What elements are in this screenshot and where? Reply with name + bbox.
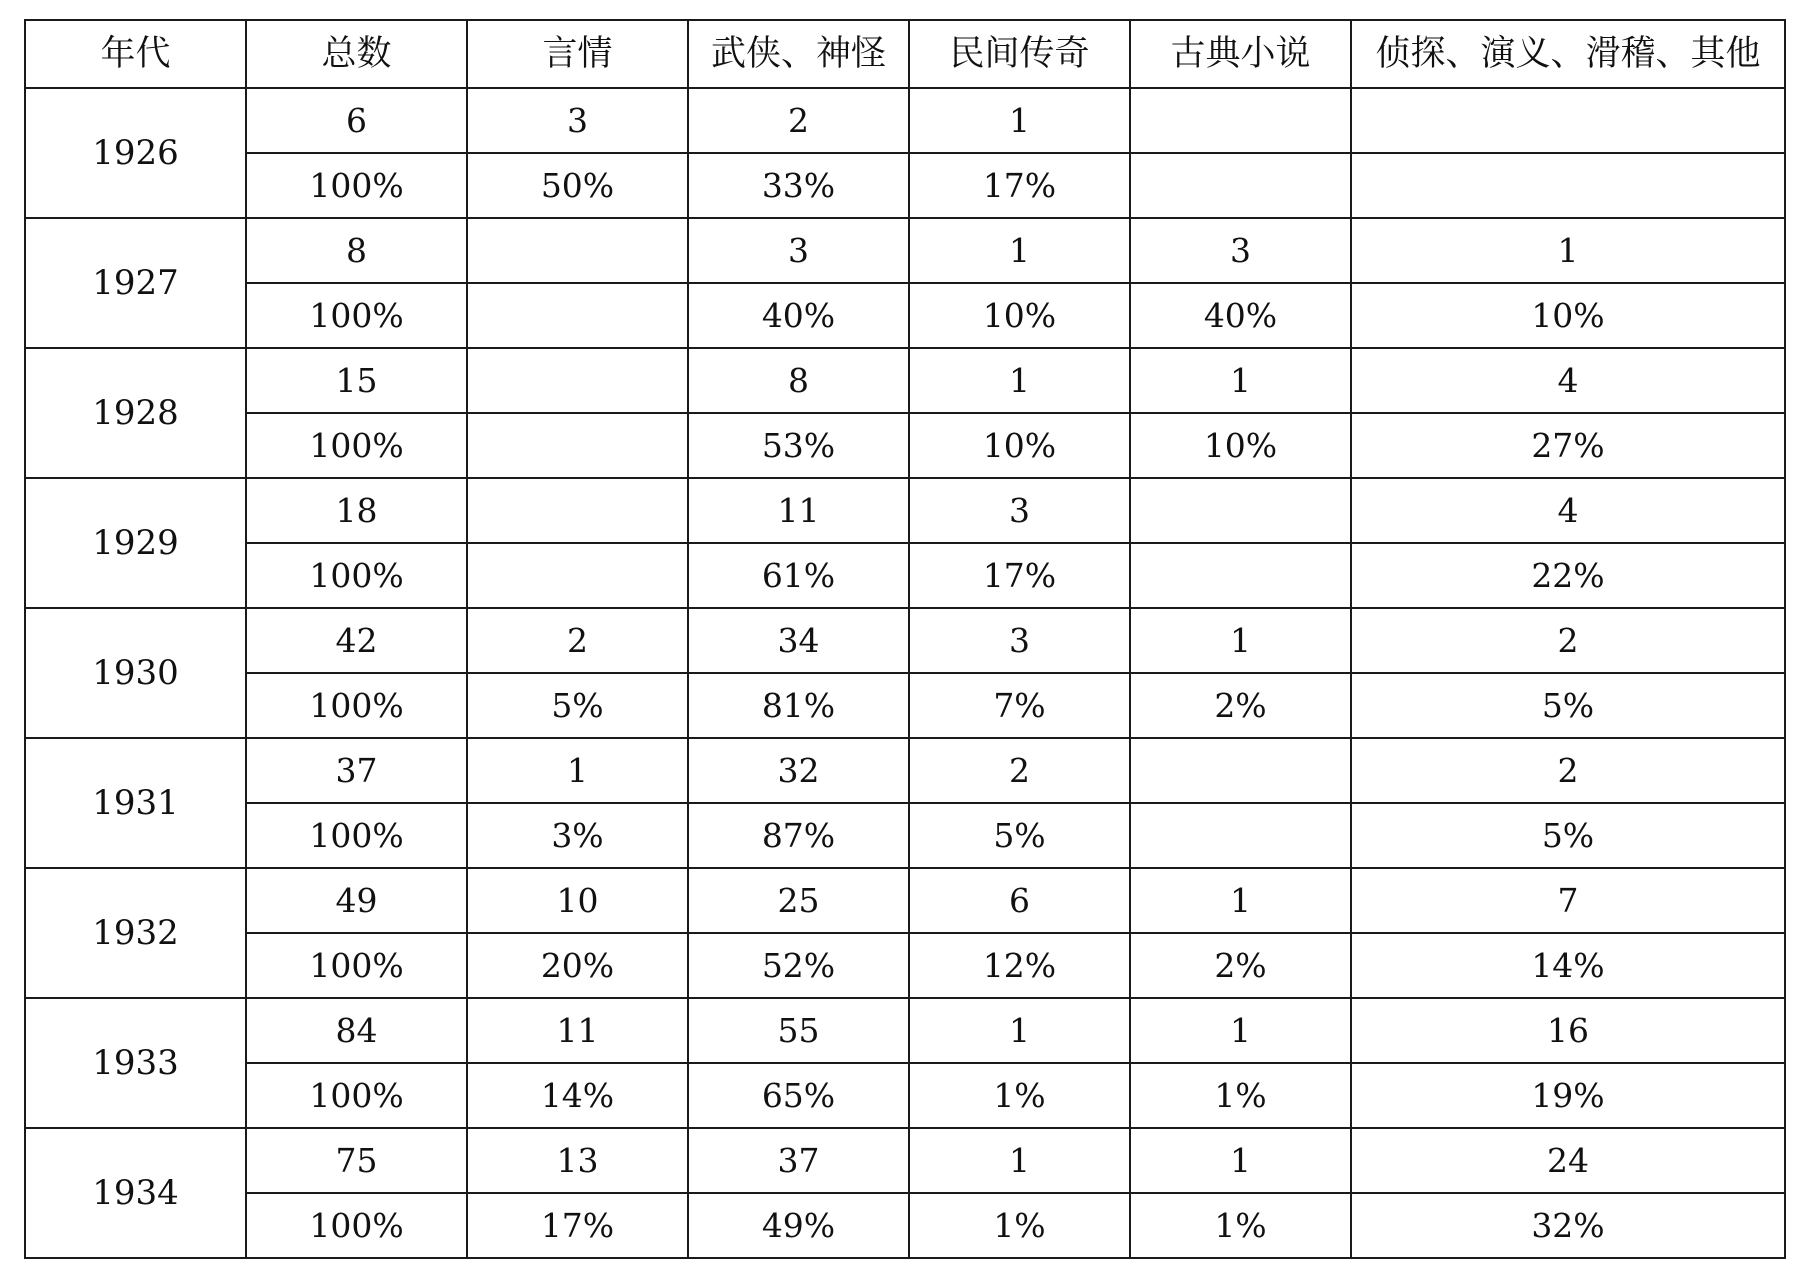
count-cell-wuxia-supernatural: 55 xyxy=(688,998,909,1063)
count-cell-romance: 13 xyxy=(467,1128,688,1193)
year-cell: 1932 xyxy=(25,868,246,998)
count-cell-total: 8 xyxy=(246,218,467,283)
percent-cell-folk-legend: 10% xyxy=(909,413,1130,478)
table-row-count xyxy=(25,88,1785,153)
percent-cell-wuxia-supernatural: 33% xyxy=(688,153,909,218)
count-cell-wuxia-supernatural: 3 xyxy=(688,218,909,283)
percent-cell-folk-legend: 17% xyxy=(909,543,1130,608)
table-row-percent xyxy=(25,153,1785,218)
percent-cell-folk-legend: 1% xyxy=(909,1063,1130,1128)
table-body xyxy=(25,88,1785,1258)
count-cell-folk-legend: 1 xyxy=(909,88,1130,153)
count-cell-detective-other xyxy=(1351,88,1785,153)
year-cell: 1931 xyxy=(25,738,246,868)
count-cell-romance: 3 xyxy=(467,88,688,153)
count-cell-classical-novel: 1 xyxy=(1130,998,1351,1063)
percent-cell-romance xyxy=(467,543,688,608)
table-row-count xyxy=(25,998,1785,1063)
percent-cell-total: 100% xyxy=(246,933,467,998)
count-cell-romance: 1 xyxy=(467,738,688,803)
count-cell-detective-other: 4 xyxy=(1351,478,1785,543)
percent-cell-romance: 5% xyxy=(467,673,688,738)
percent-cell-detective-other: 14% xyxy=(1351,933,1785,998)
percent-cell-total: 100% xyxy=(246,153,467,218)
count-cell-romance xyxy=(467,218,688,283)
percent-cell-detective-other: 5% xyxy=(1351,803,1785,868)
count-cell-wuxia-supernatural: 37 xyxy=(688,1128,909,1193)
count-cell-detective-other: 4 xyxy=(1351,348,1785,413)
header-cell-wuxia-supernatural: 武侠、神怪 xyxy=(688,20,909,88)
percent-cell-total: 100% xyxy=(246,803,467,868)
table-row-percent xyxy=(25,283,1785,348)
percent-cell-classical-novel: 2% xyxy=(1130,933,1351,998)
percent-cell-total: 100% xyxy=(246,673,467,738)
percent-cell-detective-other xyxy=(1351,153,1785,218)
header-cell-detective-other: 侦探、演义、滑稽、其他 xyxy=(1351,20,1785,88)
header-cell-romance: 言情 xyxy=(467,20,688,88)
count-cell-total: 37 xyxy=(246,738,467,803)
percent-cell-detective-other: 10% xyxy=(1351,283,1785,348)
table-row-percent xyxy=(25,543,1785,608)
year-cell: 1929 xyxy=(25,478,246,608)
table-row-count xyxy=(25,1128,1785,1193)
count-cell-wuxia-supernatural: 34 xyxy=(688,608,909,673)
table-row-percent xyxy=(25,413,1785,478)
percent-cell-total: 100% xyxy=(246,1193,467,1258)
percent-cell-classical-novel: 10% xyxy=(1130,413,1351,478)
percent-cell-folk-legend: 17% xyxy=(909,153,1130,218)
percent-cell-wuxia-supernatural: 65% xyxy=(688,1063,909,1128)
count-cell-wuxia-supernatural: 11 xyxy=(688,478,909,543)
percent-cell-wuxia-supernatural: 81% xyxy=(688,673,909,738)
count-cell-total: 18 xyxy=(246,478,467,543)
percent-cell-detective-other: 22% xyxy=(1351,543,1785,608)
percent-cell-romance: 17% xyxy=(467,1193,688,1258)
count-cell-total: 15 xyxy=(246,348,467,413)
count-cell-total: 6 xyxy=(246,88,467,153)
table-row-count xyxy=(25,868,1785,933)
percent-cell-classical-novel xyxy=(1130,543,1351,608)
count-cell-detective-other: 24 xyxy=(1351,1128,1785,1193)
year-cell: 1934 xyxy=(25,1128,246,1258)
year-cell: 1930 xyxy=(25,608,246,738)
percent-cell-total: 100% xyxy=(246,543,467,608)
header-cell-folk-legend: 民间传奇 xyxy=(909,20,1130,88)
count-cell-detective-other: 2 xyxy=(1351,608,1785,673)
percent-cell-detective-other: 27% xyxy=(1351,413,1785,478)
percent-cell-classical-novel: 1% xyxy=(1130,1193,1351,1258)
count-cell-detective-other: 16 xyxy=(1351,998,1785,1063)
count-cell-folk-legend: 1 xyxy=(909,1128,1130,1193)
count-cell-wuxia-supernatural: 8 xyxy=(688,348,909,413)
table-header-row xyxy=(25,20,1785,88)
percent-cell-classical-novel: 40% xyxy=(1130,283,1351,348)
year-cell: 1927 xyxy=(25,218,246,348)
count-cell-wuxia-supernatural: 2 xyxy=(688,88,909,153)
table-row-count xyxy=(25,478,1785,543)
percent-cell-wuxia-supernatural: 61% xyxy=(688,543,909,608)
percent-cell-detective-other: 5% xyxy=(1351,673,1785,738)
percent-cell-total: 100% xyxy=(246,283,467,348)
count-cell-classical-novel: 1 xyxy=(1130,868,1351,933)
table-row-percent xyxy=(25,1193,1785,1258)
percent-cell-wuxia-supernatural: 49% xyxy=(688,1193,909,1258)
count-cell-romance: 11 xyxy=(467,998,688,1063)
percent-cell-total: 100% xyxy=(246,413,467,478)
genre-statistics-table xyxy=(24,19,1786,1259)
table-row-percent xyxy=(25,803,1785,868)
percent-cell-wuxia-supernatural: 52% xyxy=(688,933,909,998)
count-cell-classical-novel xyxy=(1130,478,1351,543)
percent-cell-classical-novel: 1% xyxy=(1130,1063,1351,1128)
percent-cell-wuxia-supernatural: 53% xyxy=(688,413,909,478)
percent-cell-folk-legend: 7% xyxy=(909,673,1130,738)
count-cell-folk-legend: 3 xyxy=(909,478,1130,543)
header-cell-year: 年代 xyxy=(25,20,246,88)
percent-cell-wuxia-supernatural: 87% xyxy=(688,803,909,868)
percent-cell-folk-legend: 10% xyxy=(909,283,1130,348)
count-cell-classical-novel: 1 xyxy=(1130,608,1351,673)
percent-cell-classical-novel: 2% xyxy=(1130,673,1351,738)
table-row-percent xyxy=(25,1063,1785,1128)
count-cell-classical-novel: 1 xyxy=(1130,1128,1351,1193)
percent-cell-classical-novel xyxy=(1130,153,1351,218)
table-row-percent xyxy=(25,933,1785,998)
count-cell-folk-legend: 3 xyxy=(909,608,1130,673)
count-cell-classical-novel: 1 xyxy=(1130,348,1351,413)
percent-cell-folk-legend: 5% xyxy=(909,803,1130,868)
count-cell-classical-novel: 3 xyxy=(1130,218,1351,283)
count-cell-classical-novel xyxy=(1130,738,1351,803)
count-cell-folk-legend: 1 xyxy=(909,998,1130,1063)
count-cell-classical-novel xyxy=(1130,88,1351,153)
count-cell-detective-other: 1 xyxy=(1351,218,1785,283)
percent-cell-wuxia-supernatural: 40% xyxy=(688,283,909,348)
table-row-count xyxy=(25,738,1785,803)
percent-cell-romance: 20% xyxy=(467,933,688,998)
percent-cell-romance: 3% xyxy=(467,803,688,868)
year-cell: 1933 xyxy=(25,998,246,1128)
year-cell: 1928 xyxy=(25,348,246,478)
table-row-percent xyxy=(25,673,1785,738)
count-cell-detective-other: 2 xyxy=(1351,738,1785,803)
percent-cell-classical-novel xyxy=(1130,803,1351,868)
count-cell-total: 42 xyxy=(246,608,467,673)
count-cell-folk-legend: 6 xyxy=(909,868,1130,933)
header-cell-classical-novel: 古典小说 xyxy=(1130,20,1351,88)
percent-cell-romance: 50% xyxy=(467,153,688,218)
count-cell-romance xyxy=(467,478,688,543)
count-cell-folk-legend: 2 xyxy=(909,738,1130,803)
count-cell-total: 49 xyxy=(246,868,467,933)
table-row-count xyxy=(25,348,1785,413)
percent-cell-detective-other: 19% xyxy=(1351,1063,1785,1128)
percent-cell-total: 100% xyxy=(246,1063,467,1128)
count-cell-romance: 2 xyxy=(467,608,688,673)
percent-cell-romance: 14% xyxy=(467,1063,688,1128)
count-cell-romance xyxy=(467,348,688,413)
count-cell-wuxia-supernatural: 25 xyxy=(688,868,909,933)
count-cell-total: 75 xyxy=(246,1128,467,1193)
header-cell-total: 总数 xyxy=(246,20,467,88)
count-cell-total: 84 xyxy=(246,998,467,1063)
percent-cell-folk-legend: 1% xyxy=(909,1193,1130,1258)
count-cell-folk-legend: 1 xyxy=(909,348,1130,413)
percent-cell-detective-other: 32% xyxy=(1351,1193,1785,1258)
count-cell-wuxia-supernatural: 32 xyxy=(688,738,909,803)
count-cell-folk-legend: 1 xyxy=(909,218,1130,283)
table-row-count xyxy=(25,608,1785,673)
count-cell-detective-other: 7 xyxy=(1351,868,1785,933)
table-row-count xyxy=(25,218,1785,283)
percent-cell-romance xyxy=(467,283,688,348)
percent-cell-folk-legend: 12% xyxy=(909,933,1130,998)
percent-cell-romance xyxy=(467,413,688,478)
year-cell: 1926 xyxy=(25,88,246,218)
count-cell-romance: 10 xyxy=(467,868,688,933)
